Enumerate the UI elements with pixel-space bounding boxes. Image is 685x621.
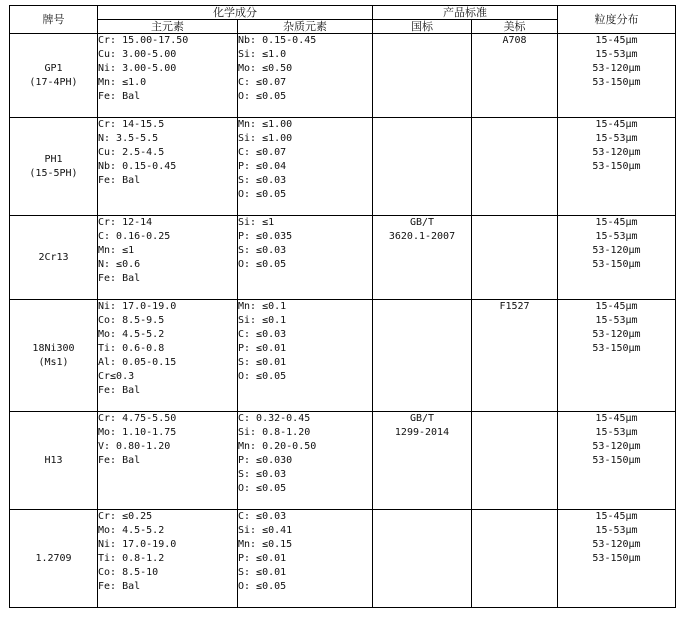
national-standard-cell	[373, 300, 472, 412]
particle-size-cell	[558, 34, 676, 118]
impurity-elements-cell	[238, 118, 373, 216]
impurity-elements-line: Mo: ≤0.50	[238, 63, 293, 74]
table-row	[10, 34, 676, 118]
particle-size-line: 15-53μm	[595, 427, 638, 438]
main-elements-line: Co: 8.5-10	[98, 567, 159, 578]
main-elements-line: Cr≤0.3	[98, 371, 135, 382]
header-national-standard: 国标	[373, 20, 472, 34]
main-elements-line: Cu: 2.5-4.5	[98, 147, 165, 158]
main-elements-line: Mo: 4.5-5.2	[98, 329, 165, 340]
impurity-elements-line: O: ≤0.05	[238, 91, 287, 102]
particle-size-line: 15-53μm	[595, 49, 638, 60]
american-standard-line: F1527	[499, 301, 530, 312]
main-elements-line: Al: 0.05-0.15	[98, 357, 177, 368]
main-elements-line: Fe: Bal	[98, 91, 141, 102]
impurity-elements-line: S: ≤0.03	[238, 245, 287, 256]
grade-line: 18Ni300	[32, 342, 75, 354]
impurity-elements-line: P: ≤0.04	[238, 161, 287, 172]
american-standard-cell	[472, 510, 558, 608]
main-elements-line: Co: 8.5-9.5	[98, 315, 165, 326]
impurity-elements-line: Si: ≤1.0	[238, 49, 287, 60]
impurity-elements-line: O: ≤0.05	[238, 581, 287, 592]
table-header	[10, 6, 676, 34]
national-standard-cell	[373, 34, 472, 118]
american-standard-cell	[472, 118, 558, 216]
grade-cell	[10, 34, 98, 118]
particle-size-line: 53-120μm	[592, 329, 641, 340]
particle-size-line: 53-120μm	[592, 539, 641, 550]
main-elements-line: Mo: 1.10-1.75	[98, 427, 177, 438]
national-standard-cell	[373, 510, 472, 608]
grade-cell	[10, 216, 98, 300]
particle-size-line: 15-53μm	[595, 315, 638, 326]
particle-size-cell	[558, 216, 676, 300]
table-row	[10, 510, 676, 608]
main-elements-line: Cr: 14-15.5	[98, 119, 165, 130]
impurity-elements-line: O: ≤0.05	[238, 483, 287, 494]
impurity-elements-line: O: ≤0.05	[238, 259, 287, 270]
impurity-elements-cell	[238, 510, 373, 608]
impurity-elements-line: S: ≤0.01	[238, 567, 287, 578]
main-elements-cell	[98, 216, 238, 300]
particle-size-line: 15-45μm	[595, 511, 638, 522]
main-elements-line: N: 3.5-5.5	[98, 133, 159, 144]
grade-cell	[10, 118, 98, 216]
impurity-elements-line: Si: 0.8-1.20	[238, 427, 311, 438]
impurity-elements-line: Si: ≤0.1	[238, 315, 287, 326]
american-standard-cell	[472, 216, 558, 300]
impurity-elements-line: Si: ≤1.00	[238, 133, 293, 144]
table-body	[10, 34, 676, 608]
grade-cell	[10, 412, 98, 510]
impurity-elements-cell	[238, 34, 373, 118]
particle-size-line: 53-120μm	[592, 245, 641, 256]
header-chemical-composition: 化学成分	[98, 6, 373, 20]
particle-size-cell	[558, 510, 676, 608]
main-elements-line: Fe: Bal	[98, 455, 141, 466]
main-elements-line: Ni: 17.0-19.0	[98, 301, 177, 312]
main-elements-cell	[98, 118, 238, 216]
main-elements-line: Fe: Bal	[98, 175, 141, 186]
main-elements-line: Cu: 3.00-5.00	[98, 49, 177, 60]
main-elements-line: Cr: 15.00-17.50	[98, 35, 189, 46]
impurity-elements-line: O: ≤0.05	[238, 189, 287, 200]
header-impurity-elements: 杂质元素	[238, 20, 373, 34]
particle-size-line: 53-150μm	[592, 455, 641, 466]
impurity-elements-line: C: ≤0.03	[238, 329, 287, 340]
national-standard-line: 3620.1-2007	[388, 231, 456, 242]
impurity-elements-line: C: ≤0.07	[238, 77, 287, 88]
main-elements-line: Mn: ≤1.0	[98, 77, 147, 88]
grade-line: PH1	[44, 153, 63, 165]
impurity-elements-line: P: ≤0.01	[238, 343, 287, 354]
impurity-elements-line: Nb: 0.15-0.45	[238, 35, 317, 46]
main-elements-line: Nb: 0.15-0.45	[98, 161, 177, 172]
grade-line: 2Cr13	[38, 251, 69, 263]
particle-size-line: 53-120μm	[592, 63, 641, 74]
particle-size-line: 53-150μm	[592, 77, 641, 88]
particle-size-line: 15-53μm	[595, 231, 638, 242]
particle-size-line: 53-150μm	[592, 161, 641, 172]
national-standard-cell	[373, 118, 472, 216]
impurity-elements-line: P: ≤0.035	[238, 231, 293, 242]
table-row	[10, 216, 676, 300]
table-row	[10, 118, 676, 216]
header-particle-size: 粒度分布	[558, 6, 676, 34]
impurity-elements-line: S: ≤0.03	[238, 469, 287, 480]
alloy-powder-spec-table	[9, 5, 676, 608]
main-elements-line: Cr: ≤0.25	[98, 511, 153, 522]
particle-size-cell	[558, 118, 676, 216]
main-elements-line: V: 0.80-1.20	[98, 441, 171, 452]
impurity-elements-line: Si: ≤1	[238, 217, 275, 228]
impurity-elements-line: O: ≤0.05	[238, 371, 287, 382]
particle-size-line: 53-120μm	[592, 441, 641, 452]
impurity-elements-line: P: ≤0.030	[238, 455, 293, 466]
main-elements-line: Fe: Bal	[98, 581, 141, 592]
impurity-elements-cell	[238, 216, 373, 300]
main-elements-cell	[98, 510, 238, 608]
impurity-elements-line: Si: ≤0.41	[238, 525, 293, 536]
header-product-standard: 产品标准	[373, 6, 558, 20]
impurity-elements-line: S: ≤0.01	[238, 357, 287, 368]
main-elements-line: Fe: Bal	[98, 385, 141, 396]
grade-line: GP1	[44, 62, 63, 74]
particle-size-line: 15-53μm	[595, 525, 638, 536]
particle-size-line: 53-150μm	[592, 553, 641, 564]
main-elements-line: N: ≤0.6	[98, 259, 141, 270]
grade-cell	[10, 300, 98, 412]
impurity-elements-cell	[238, 300, 373, 412]
grade-cell	[10, 510, 98, 608]
grade-line: 1.2709	[35, 552, 72, 564]
main-elements-line: Fe: Bal	[98, 273, 141, 284]
grade-line: (15-5PH)	[29, 167, 78, 179]
main-elements-line: Ni: 17.0-19.0	[98, 539, 177, 550]
impurity-elements-line: S: ≤0.03	[238, 175, 287, 186]
main-elements-line: Cr: 12-14	[98, 217, 153, 228]
american-standard-cell	[472, 300, 558, 412]
american-standard-line: A708	[502, 35, 527, 46]
main-elements-line: Ni: 3.00-5.00	[98, 63, 177, 74]
impurity-elements-line: C: 0.32-0.45	[238, 413, 311, 424]
header-main-elements: 主元素	[98, 20, 238, 34]
american-standard-cell	[472, 412, 558, 510]
main-elements-cell	[98, 300, 238, 412]
particle-size-line: 53-150μm	[592, 343, 641, 354]
national-standard-line: GB/T	[409, 413, 435, 424]
national-standard-line: 1299-2014	[394, 427, 450, 438]
particle-size-line: 53-120μm	[592, 147, 641, 158]
particle-size-cell	[558, 412, 676, 510]
impurity-elements-line: C: ≤0.07	[238, 147, 287, 158]
impurity-elements-line: C: ≤0.03	[238, 511, 287, 522]
impurity-elements-line: Mn: 0.20-0.50	[238, 441, 317, 452]
national-standard-cell	[373, 216, 472, 300]
impurity-elements-line: Mn: ≤0.1	[238, 301, 287, 312]
particle-size-line: 53-150μm	[592, 259, 641, 270]
header-american-standard: 美标	[472, 20, 558, 34]
grade-line: (Ms1)	[38, 356, 69, 368]
main-elements-line: Cr: 4.75-5.50	[98, 413, 177, 424]
main-elements-line: Ti: 0.8-1.2	[98, 553, 165, 564]
impurity-elements-cell	[238, 412, 373, 510]
grade-line: (17-4PH)	[29, 76, 78, 88]
particle-size-line: 15-45μm	[595, 301, 638, 312]
particle-size-line: 15-45μm	[595, 217, 638, 228]
main-elements-cell	[98, 34, 238, 118]
national-standard-cell	[373, 412, 472, 510]
particle-size-cell	[558, 300, 676, 412]
main-elements-line: Mn: ≤1	[98, 245, 135, 256]
main-elements-line: Ti: 0.6-0.8	[98, 343, 165, 354]
particle-size-line: 15-53μm	[595, 133, 638, 144]
main-elements-line: Mo: 4.5-5.2	[98, 525, 165, 536]
impurity-elements-line: P: ≤0.01	[238, 553, 287, 564]
particle-size-line: 15-45μm	[595, 413, 638, 424]
header-grade: 牌号	[10, 6, 98, 34]
impurity-elements-line: Mn: ≤1.00	[238, 119, 293, 130]
particle-size-line: 15-45μm	[595, 119, 638, 130]
national-standard-line: GB/T	[409, 217, 435, 228]
main-elements-line: C: 0.16-0.25	[98, 231, 171, 242]
grade-line: H13	[44, 454, 63, 466]
table-row	[10, 412, 676, 510]
main-elements-cell	[98, 412, 238, 510]
impurity-elements-line: Mn: ≤0.15	[238, 539, 293, 550]
american-standard-cell	[472, 34, 558, 118]
particle-size-line: 15-45μm	[595, 35, 638, 46]
table-row	[10, 300, 676, 412]
